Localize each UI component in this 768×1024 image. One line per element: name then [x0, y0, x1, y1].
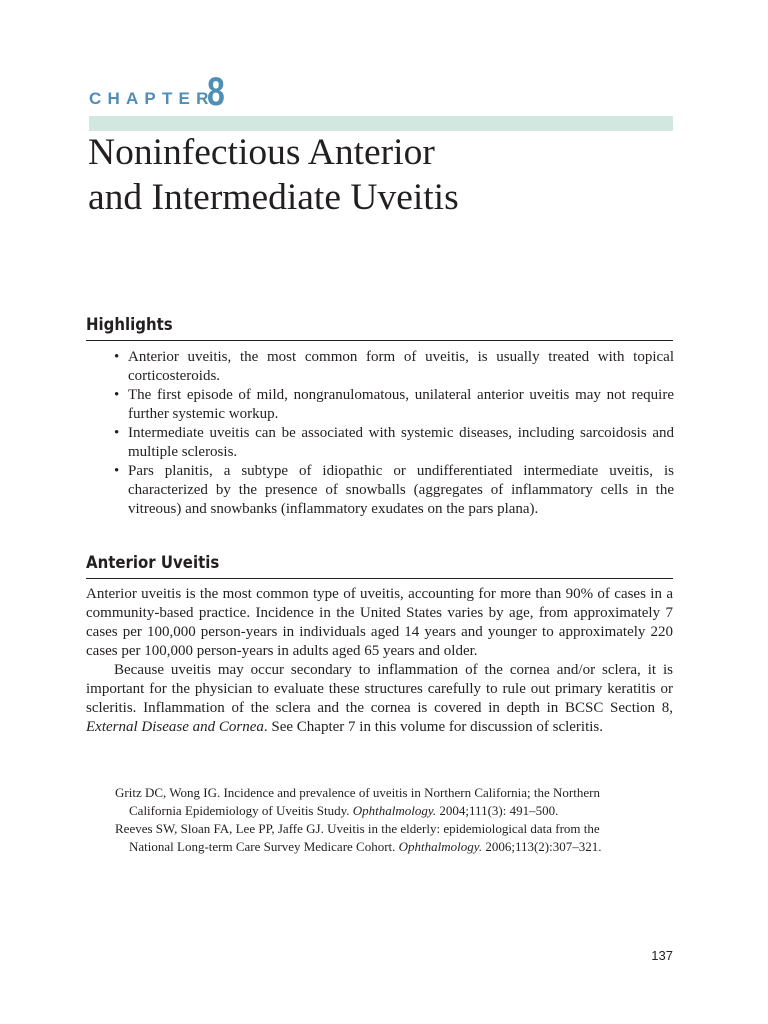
highlight-item: • The first episode of mild, nongranulomatous, unilateral anterior uveitis may not require further systemic workup.	[128, 386, 674, 424]
highlight-item: • Pars planitis, a subtype of idiopathic or undifferentiated intermediate uveitis, is characterized by the presence of snowballs (aggregates of inflammatory cells in the vitreous) and snowbanks (inflammatory exudates on the pars plana).	[128, 462, 674, 519]
reference-text: Reeves SW, Sloan FA, Lee PP, Jaffe GJ. Uveitis in the elderly: epidemiological data from the National Long-term Care Survey Medicare Cohort.	[115, 821, 600, 854]
title-band	[89, 116, 673, 131]
paragraph-text: . See Chapter 7 in this volume for discussion of scleritis.	[263, 719, 604, 735]
references	[115, 784, 615, 856]
reference-entry	[115, 784, 615, 820]
paragraph-text: Because uveitis may occur secondary to inflammation of the cornea and/or sclera, it is important for the physician to evaluate these structures carefully to rule out primary keratitis or scleritis. Inflammation of the sclera and the cornea is covered in depth in BCSC Section 8,	[86, 662, 673, 716]
reference-entry	[115, 820, 615, 856]
paragraph: Anterior uveitis is the most common type of uveitis, accounting for more than 90% of cases in a community-based practice. Incidence in the United States varies by age, from approximately 7 cases per 100,000 person-years in individuals aged 14 years and younger to approximately 220 cases per 100,000 person-years in adults aged 65 years and older.	[86, 586, 673, 659]
chapter-label: CHAPTER	[89, 89, 215, 108]
paragraph	[86, 661, 673, 737]
highlight-item: • Anterior uveitis, the most common form of uveitis, is usually treated with topical corticosteroids.	[128, 348, 674, 386]
reference-citation: 2004;111(3): 491–500.	[436, 803, 559, 818]
highlights-heading	[86, 314, 673, 341]
anterior-uveitis-heading-text: Anterior Uveitis	[86, 553, 220, 573]
highlights-list	[128, 348, 674, 519]
anterior-uveitis-heading	[86, 552, 673, 579]
chapter-title	[88, 130, 459, 220]
highlight-item: • Intermediate uveitis can be associated with systemic diseases, including sarcoidosis and multiple sclerosis.	[128, 424, 674, 462]
chapter-title-line-2: and Intermediate Uveitis	[88, 177, 459, 218]
reference-text: Gritz DC, Wong IG. Incidence and prevalence of uveitis in Northern California; the Northern California Epidemiology of Uveitis Study.	[115, 785, 600, 818]
anterior-uveitis-body	[86, 585, 673, 737]
journal-name: Ophthalmology.	[398, 839, 483, 854]
book-title: External Disease and Cornea	[86, 719, 264, 735]
chapter-number: 8	[207, 70, 225, 114]
journal-name: Ophthalmology.	[352, 803, 437, 818]
chapter-title-line-1: Noninfectious Anterior	[88, 132, 435, 173]
highlights-heading-text: Highlights	[86, 315, 173, 335]
reference-citation: 2006;113(2):307–321.	[482, 839, 602, 854]
page-number: 137	[651, 948, 673, 963]
